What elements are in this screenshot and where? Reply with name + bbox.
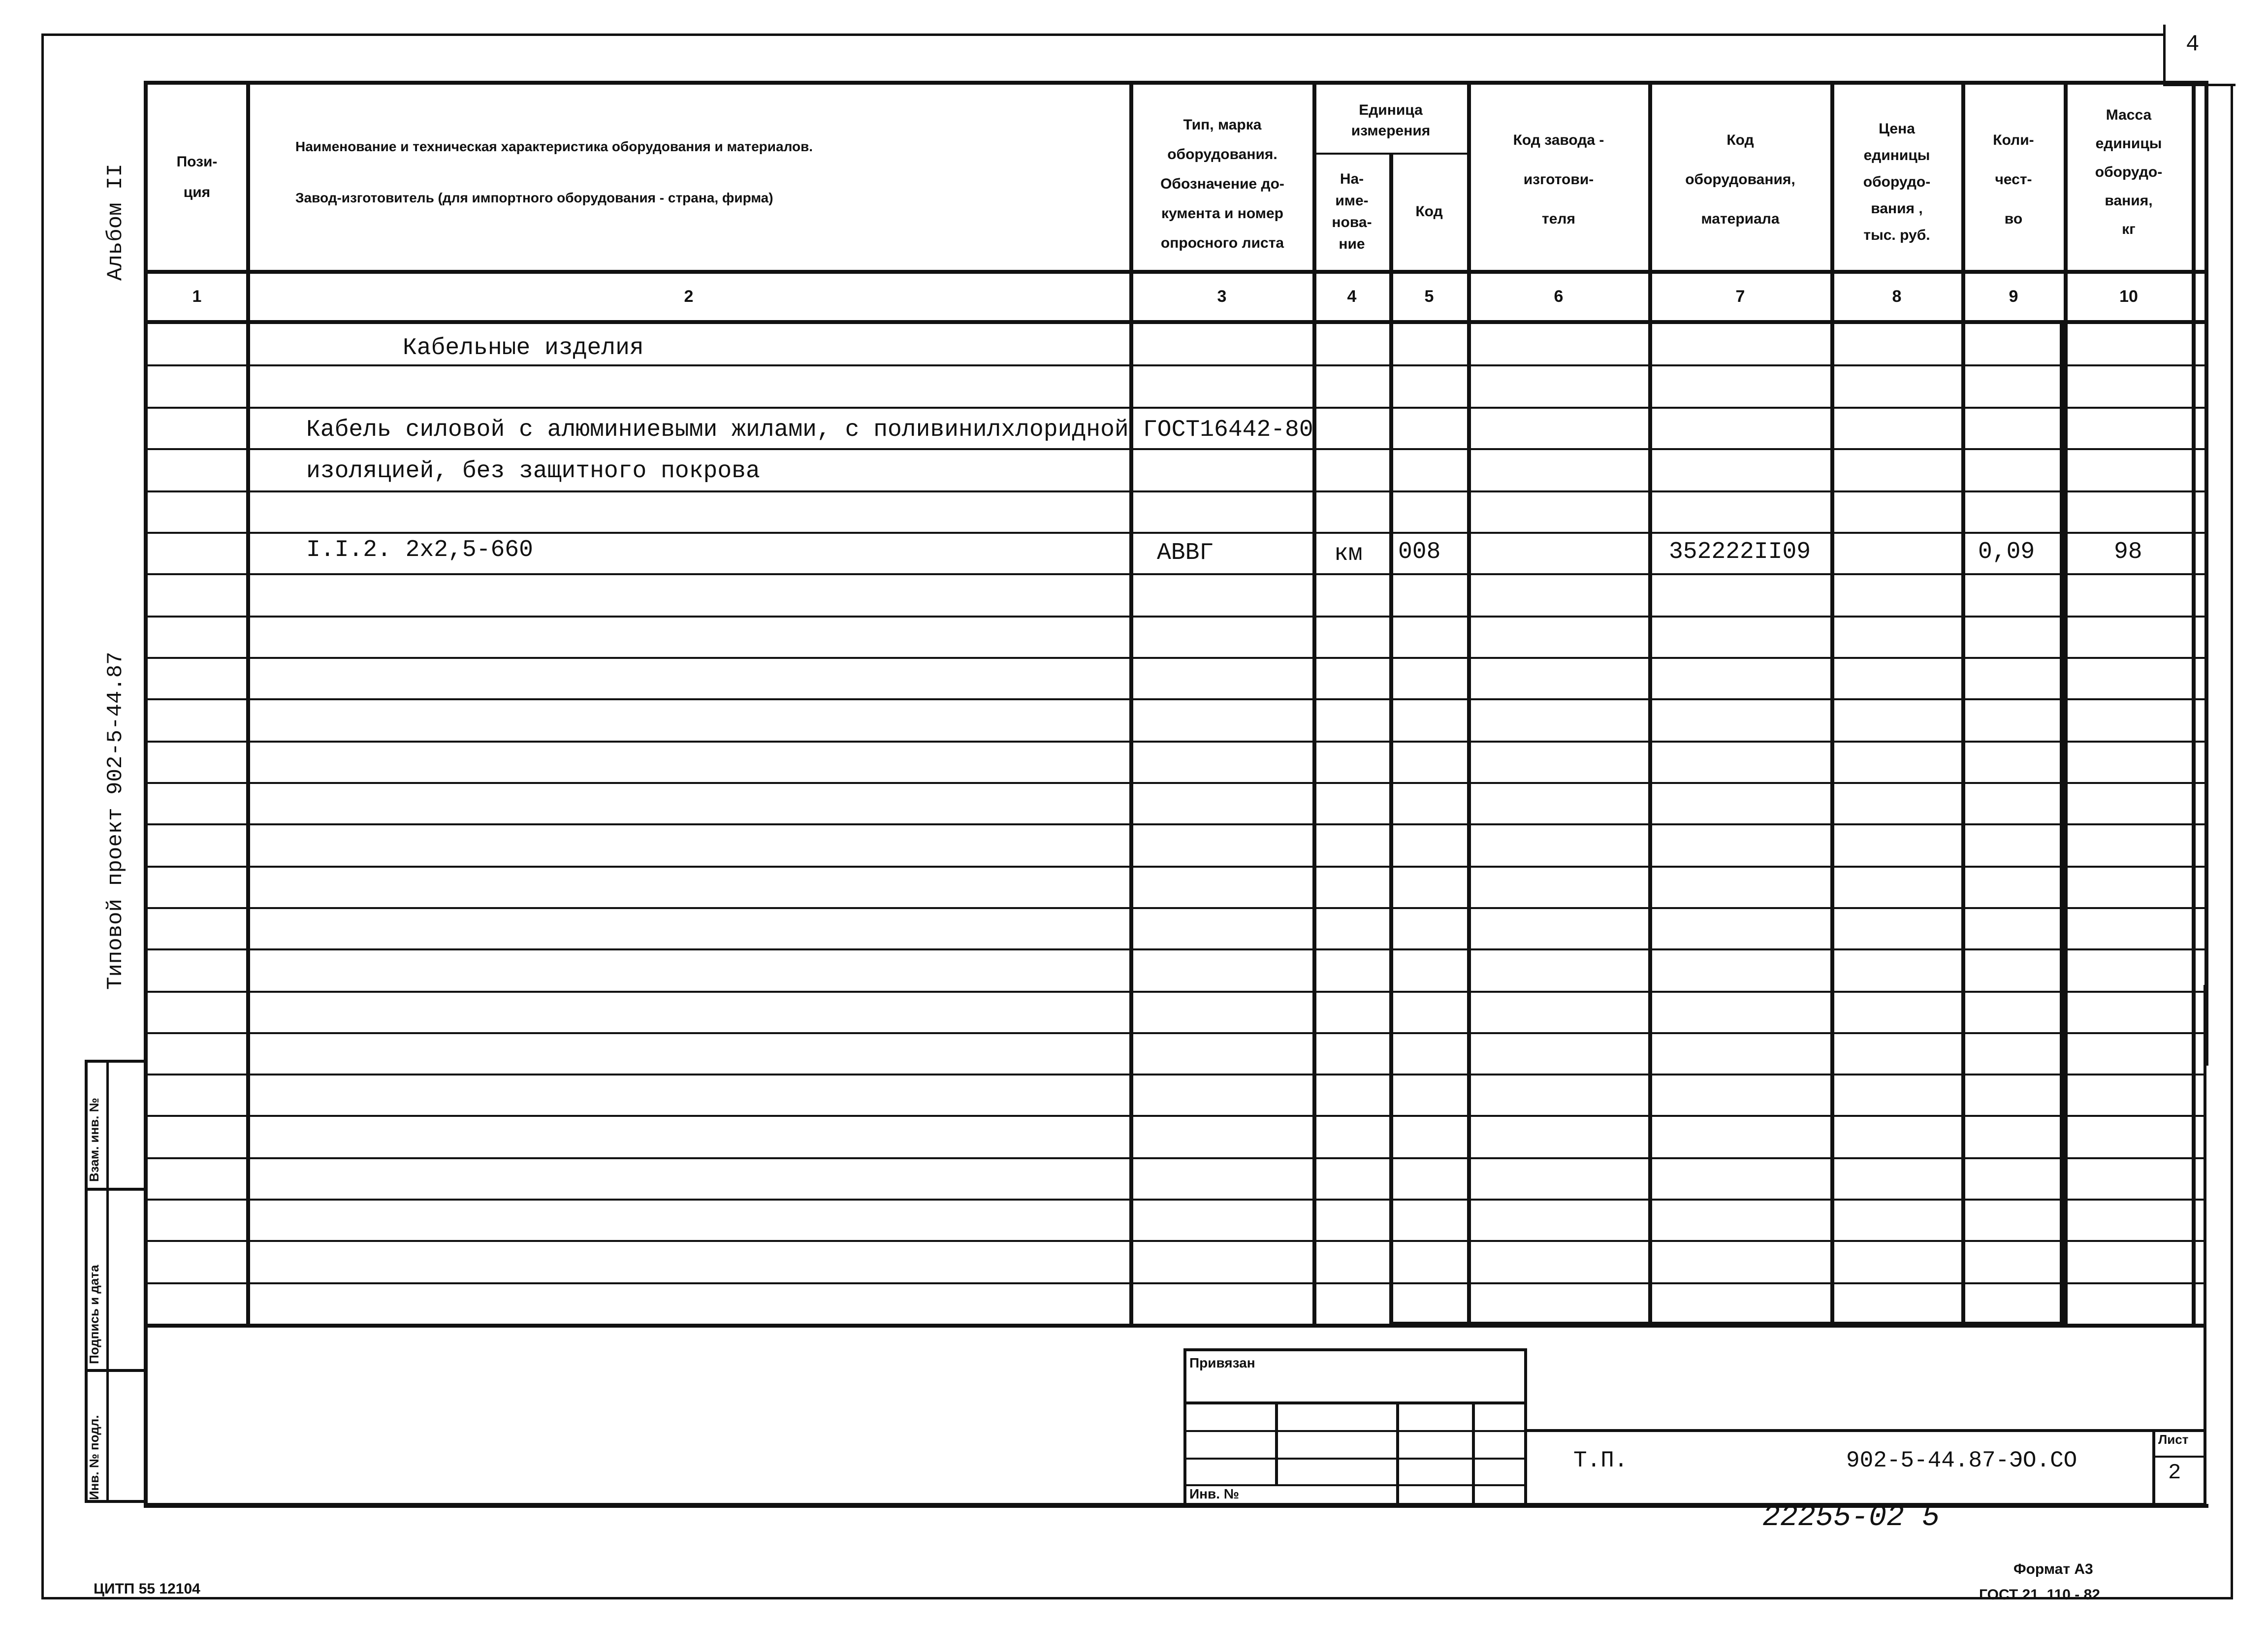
privyazan-block [1183, 1348, 1527, 1507]
header-name: Наименование и техническая характеристика оборудования и материалов. Завод-изготовитель (для импортного оборудования - страна, фирма) [295, 139, 813, 205]
top-border [144, 81, 2204, 85]
colnum-4: 4 [1347, 287, 1357, 306]
header-price: Цена единицы оборудо- вания , тыс. руб. [1863, 121, 1931, 243]
header-factory-code: Код завода - изготови- теля [1513, 132, 1604, 227]
page-number: 4 [2186, 32, 2200, 57]
sheet-label: Лист [2158, 1432, 2189, 1447]
item-unit-code: 008 [1398, 539, 1441, 565]
document-code: 902-5-44.87-ЭО.СО [1846, 1448, 2077, 1473]
sign-date-label: Подпись и дата [87, 1265, 101, 1364]
colnum-3: 3 [1217, 287, 1227, 306]
colnum-6: 6 [1554, 287, 1564, 306]
item-quantity: 0,09 [1978, 539, 2035, 565]
header-mass: Масса единицы оборудо- вания, кг [2095, 107, 2163, 237]
colnum-2: 2 [684, 287, 694, 306]
cable-standard: ГОСТ16442-80 [1143, 417, 1313, 443]
project-label: Типовой проект 902-5-44.87 [103, 652, 128, 990]
colnum-10: 10 [2119, 287, 2138, 306]
cable-name-line2: изоляцией, без защитного покрова [306, 458, 760, 485]
item-mass: 98 [2114, 539, 2142, 565]
header-material-code: Код оборудования, материала [1685, 132, 1795, 227]
footer-gost: ГОСТ 21. 110 - 82 [1979, 1587, 2100, 1603]
colnum-8: 8 [1892, 287, 1902, 306]
privyazan-label: Привязан [1189, 1355, 1255, 1370]
header-unit-name: На- име- нова- ние [1332, 171, 1372, 252]
footer-format: Формат А3 [2013, 1561, 2093, 1577]
album-label: Альбом II [103, 163, 128, 281]
header-position: Пози- ция [176, 154, 218, 200]
item-type: АВВГ [1157, 540, 1214, 566]
header-quantity: Коли- чест- во [1993, 132, 2034, 227]
item-position: I.I.2. 2x2,5-660 [306, 537, 533, 563]
section-title: Кабельные изделия [403, 335, 644, 361]
inv-no-label: Инв. № [1189, 1486, 1240, 1501]
footer-left-code: ЦИТП 55 12104 [94, 1581, 200, 1597]
header-unit-group: Единица измерения [1351, 102, 1431, 139]
tp-label: Т.П. [1573, 1448, 1628, 1473]
sheet-number: 2 [2168, 1461, 2181, 1485]
vzam-inv-label: Взам. инв. № [87, 1098, 101, 1182]
item-unit-name: км [1334, 541, 1363, 567]
header-type: Тип, марка оборудования. Обозначение до- кумента и номер опросного листа [1160, 117, 1284, 251]
cable-name-line1: Кабель силовой с алюминиевыми жилами, с поливинилхлоридной [306, 417, 1129, 443]
item-material-code: 352222II09 [1669, 539, 1811, 565]
inv-orig-label: Инв. № подл. [87, 1415, 101, 1500]
emphasis-box [1389, 320, 2064, 1326]
colnum-5: 5 [1424, 287, 1434, 306]
right-border [2204, 81, 2208, 1066]
colnum-9: 9 [2009, 287, 2018, 306]
handwritten-number: 22255-02 5 [1762, 1501, 1940, 1534]
right-border-lower [2204, 985, 2206, 1507]
header-unit-code: Код [1415, 203, 1443, 220]
colnum-7: 7 [1735, 287, 1745, 306]
colnum-1: 1 [192, 287, 202, 306]
